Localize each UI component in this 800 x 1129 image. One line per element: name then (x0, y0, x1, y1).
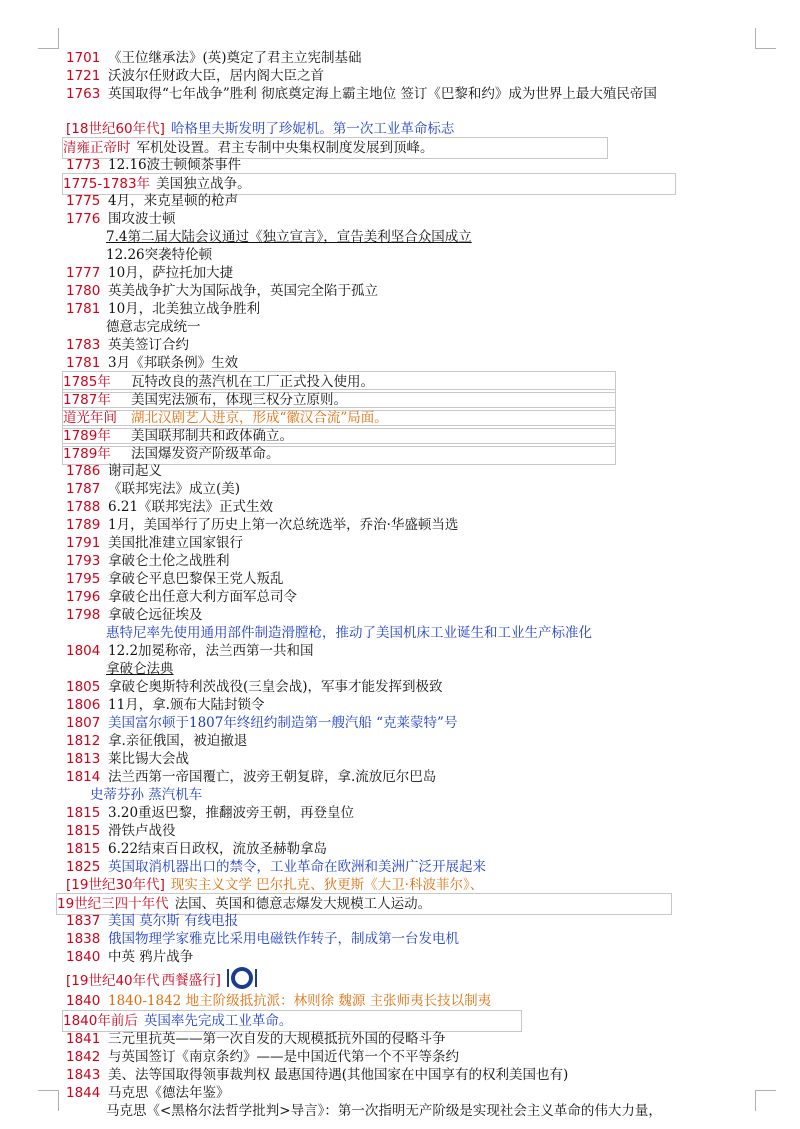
timeline-entry: 1815 6.22结束百日政权，流放圣赫勒拿岛 (66, 841, 328, 857)
timeline-entry: 1789 1月，美国举行了历史上第一次总统选举，乔治·华盛顿当选 (66, 517, 459, 533)
timeline-entry: 1840 1840-1842 地主阶级抵抗派：林则徐 魏源 主张师夷长技以制夷 (66, 993, 492, 1009)
timeline-entry-boxed: 19世纪三四十年代 法国、英国和德意志爆发大规模工人运动。 (56, 893, 672, 915)
timeline-entry: 1840 中英 鸦片战争 (66, 949, 194, 965)
timeline-entry: 1843 美、法等国取得领事裁判权 最惠国待遇(其他国家在中国享有的权利美国也有) (66, 1067, 569, 1083)
timeline-entry: 1795 拿破仑平息巴黎保王党人叛乱 (66, 571, 284, 587)
timeline-entry: 1798 拿破仑远征埃及 (66, 607, 203, 623)
timeline-entry-boxed: 1789年 美国联邦制共和政体确立。 (62, 425, 616, 447)
timeline-entry: 1793 拿破仑土伦之战胜利 (66, 553, 230, 569)
timeline-entry-boxed: 1787年 美国宪法颁布，体现三权分立原则。 (62, 389, 616, 411)
timeline-entry: 1813 莱比锡大会战 (66, 751, 189, 767)
timeline-entry: 1796 拿破仑出任意大利方面军总司令 (66, 589, 297, 605)
timeline-entry: 1815 滑铁卢战役 (66, 823, 176, 839)
timeline-entry: 1773 12.16波士顿倾茶事件 (66, 157, 242, 173)
timeline-entry: 1805 拿破仑奥斯特利茨战役(三皇会战)，军事才能发挥到极致 (66, 679, 443, 695)
timeline-entry-boxed: 1840年前后 英国率先完成工业革命。 (62, 1010, 522, 1032)
timeline-entry: [19世纪30年代] 现实主义文学 巴尔扎克、狄更斯《大卫·科波菲尔》、 (66, 877, 484, 893)
timeline-entry: 1841 三元里抗英——第一次自发的大规模抵抗外国的侵略斗争 (66, 1031, 446, 1047)
timeline-entry: 1763 英国取得“七年战争”胜利 彻底奠定海上霸主地位 签订《巴黎和约》成为世界上最大殖民帝国 (66, 86, 657, 102)
page-corner-mark (38, 1090, 59, 1111)
timeline-entry: 1844 马克思《德法年鉴》 (66, 1085, 230, 1101)
timeline-entry: 德意志完成统一 (106, 319, 201, 335)
timeline-entry: 1780 英美战争扩大为国际战争，英国完全陷于孤立 (66, 283, 378, 299)
timeline-entry: 惠特尼率先使用通用部件制造滑膛枪，推动了美国机床工业诞生和工业生产标准化 (106, 625, 592, 641)
timeline-entry-boxed: 清雍正帝时 军机处设置。君主专制中央集权制度发展到顶峰。 (62, 137, 608, 159)
timeline-entry: 1791 美国批准建立国家银行 (66, 535, 243, 551)
timeline-entry: 1776 围攻波士顿 (66, 211, 176, 227)
timeline-entry: 1783 英美签订合约 (66, 337, 189, 353)
timeline-entry-boxed: 道光年间 湖北汉剧艺人进京，形成“徽汉合流”局面。 (62, 407, 616, 429)
timeline-entry: 1781 3月《邦联条例》生效 (66, 355, 239, 371)
timeline-entry: 12.26突袭特伦顿 (106, 247, 213, 263)
timeline-entry: 7.4第二届大陆会议通过《独立宣言》，宣告美利坚合众国成立 (106, 229, 472, 245)
timeline-entry: 1812 拿.亲征俄国，被迫撤退 (66, 733, 248, 749)
timeline-entry: 1777 10月，萨拉托加大捷 (66, 265, 234, 281)
timeline-entry: 1804 12.2加冕称帝，法兰西第一共和国 (66, 643, 314, 659)
timeline-entry-boxed: 1775-1783年 美国独立战争。 (62, 173, 676, 195)
timeline-entry: 1837 美国 莫尔斯 有线电报 (66, 913, 239, 929)
timeline-entry: 1825 英国取消机器出口的禁令，工业革命在欧洲和美洲广泛开展起来 (66, 859, 486, 875)
timeline-entry: 马克思《<黑格尔法哲学批判>导言》：第一次指明无产阶级是实现社会主义革命的伟大力量， (106, 1103, 662, 1119)
timeline-entry: 1807 美国富尔顿于1807年终纽约制造第一艘汽船 “克莱蒙特”号 (66, 715, 458, 731)
timeline-entry: 1838 俄国物理学家雅克比采用电磁铁作转子，制成第一台发电机 (66, 931, 459, 947)
timeline-entry: [18世纪60年代] 哈格里夫斯发明了珍妮机。第一次工业革命标志 (66, 121, 455, 137)
timeline-entry: 1721 沃波尔任财政大臣，居内阁大臣之首 (66, 68, 324, 84)
timeline-entry-boxed: 1789年 法国爆发资产阶级革命。 (62, 443, 616, 465)
timeline-entry: 1788 6.21《联邦宪法》正式生效 (66, 499, 274, 515)
timeline-entry: [19世纪40年代 西餐盛行] (66, 966, 259, 990)
page-corner-mark (38, 28, 59, 49)
timeline-entry: 1701 《王位继承法》(英)奠定了君主立宪制基础 (66, 50, 362, 66)
timeline-entry: 1787 《联邦宪法》成立(美) (66, 481, 241, 497)
timeline-entry: 1781 10月，北美独立战争胜利 (66, 301, 261, 317)
timeline-entry: 1786 谢司起义 (66, 463, 162, 479)
timeline-entry: 1842 与英国签订《南京条约》——是中国近代第一个不平等条约 (66, 1049, 459, 1065)
timeline-entry: 史蒂芬孙 蒸汽机车 (90, 787, 203, 803)
timeline-entry: 1814 法兰西第一帝国覆亡，波旁王朝复辟，拿.流放厄尔巴岛 (66, 769, 437, 785)
timeline-entry: 拿破仑法典 (106, 661, 174, 677)
timeline-entry-boxed: 1785年 瓦特改良的蒸汽机在工厂正式投入使用。 (62, 371, 616, 393)
timeline-entry: 1815 3.20重返巴黎，推翻波旁王朝，再登皇位 (66, 805, 355, 821)
page-corner-mark (755, 28, 776, 49)
timeline-entry: 1806 11月，拿.颁布大陆封锁令 (66, 697, 265, 713)
page-corner-mark (755, 1090, 776, 1111)
timeline-entry: 1775 4月，来克星顿的枪声 (66, 193, 239, 209)
